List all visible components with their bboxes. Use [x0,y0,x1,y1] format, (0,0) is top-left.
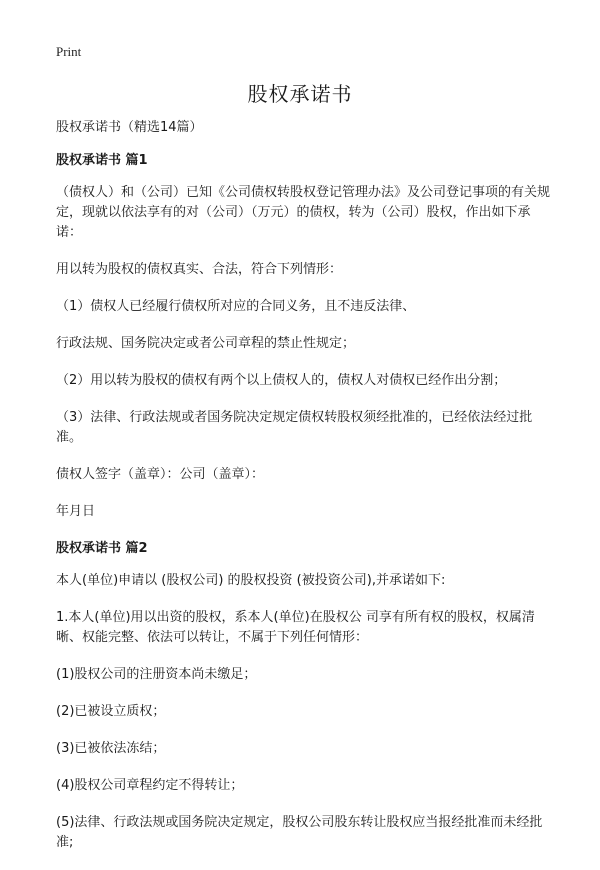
paragraph: (2)已被设立质权； [56,704,166,719]
paragraph: 1.本人(单位)用以出资的股权，系本人(单位)在股权公 司享有所有权的股权，权属清晰、权能完整、依法可以转让，不属于下列任何情形： [56,610,535,645]
document-subtitle: 股权承诺书（精选14篇） [56,120,203,135]
paragraph: (5)法律、行政法规或国务院决定规定，股权公司股东转让股权应当报经批准而未经批准; [56,815,543,850]
document-title: 股权承诺书 [247,82,353,106]
paragraph: 本人(单位)申请以 (股权公司) 的股权投资 (被投资公司),并承诺如下: [56,573,446,588]
paragraph: （2）用以转为股权的债权有两个以上债权人的，债权人对债权已经作出分割； [56,373,507,388]
section-heading-1: 股权承诺书 篇1 [56,153,148,168]
section-heading-2: 股权承诺书 篇2 [56,541,148,556]
paragraph: (1)股权公司的注册资本尚未缴足； [56,667,257,682]
document-body [56,118,552,870]
paragraph: 债权人签字（盖章）：公司（盖章）： [56,467,265,482]
paragraph: 用以转为股权的债权真实、合法，符合下列情形： [56,262,343,277]
paragraph: （3）法律、行政法规或者国务院决定规定债权转股权须经批准的，已经依法经过批准。 [56,410,533,445]
paragraph: 年月日 [56,504,96,519]
paragraph: 行政法规、国务院决定或者公司章程的禁止性规定； [56,336,356,351]
paragraph: (3)已被依法冻结； [56,741,166,756]
print-link[interactable]: Print [56,44,82,59]
paragraph: （1）债权人已经履行债权所对应的合同义务，且不违反法律、 [56,299,416,314]
paragraph: （债权人）和（公司）已知《公司债权转股权登记管理办法》及公司登记事项的有关规定，现就以依法享有的对（公司）（万元）的债权，转为（公司）股权，作出如下承诺： [56,185,551,240]
paragraph: (4)股权公司章程约定不得转让； [56,778,244,793]
